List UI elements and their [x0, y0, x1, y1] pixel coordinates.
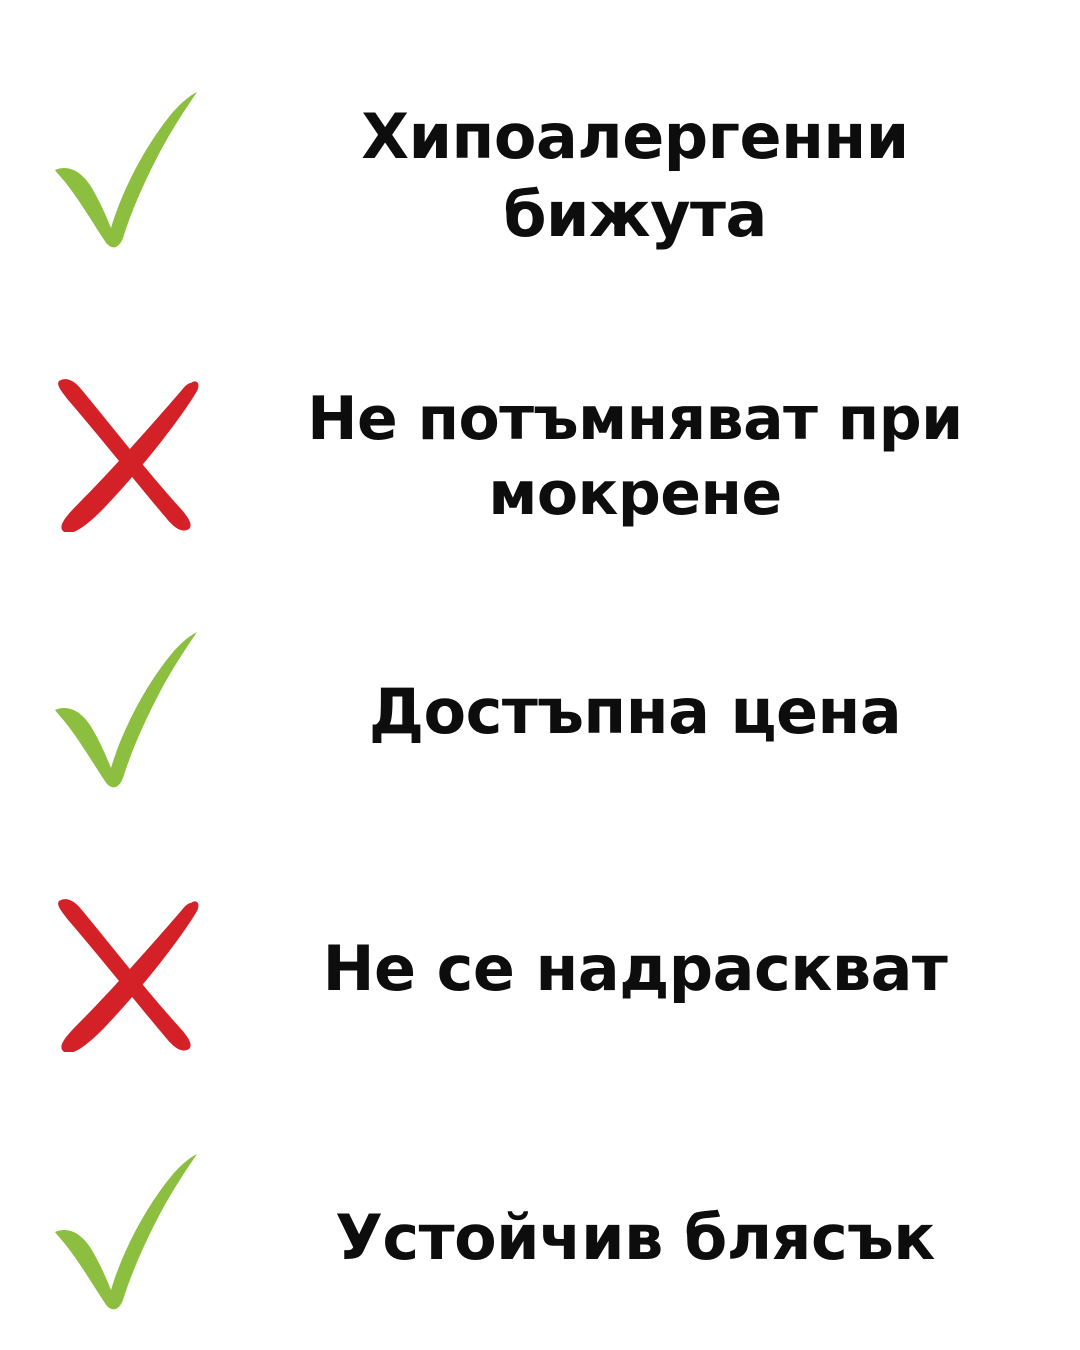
- text-cell: [230, 673, 1080, 751]
- cross-icon: [43, 887, 208, 1052]
- list-item: [0, 331, 1080, 583]
- icon-cell: [0, 887, 230, 1052]
- icon-cell: [0, 78, 230, 258]
- icon-cell: [0, 1140, 230, 1320]
- cross-icon: [43, 367, 208, 532]
- text-cell: [230, 930, 1080, 1008]
- list-item: [0, 583, 1080, 840]
- list-item-label: Не се надраскват: [322, 932, 948, 1006]
- check-icon: [35, 618, 215, 798]
- check-icon: [35, 1140, 215, 1320]
- list-item: [0, 841, 1080, 1098]
- icon-cell: [0, 618, 230, 798]
- text-cell: [230, 98, 1080, 253]
- list-item-label: Хипоалергенни бижута: [361, 100, 909, 251]
- text-cell: [230, 382, 1080, 532]
- icon-cell: [0, 367, 230, 532]
- list-item-label: Не потъмняват при мокрене: [307, 384, 963, 530]
- text-cell: [230, 1199, 1080, 1277]
- list-item-label: Устойчив блясък: [335, 1201, 935, 1275]
- list-item-label: Достъпна цена: [368, 675, 902, 749]
- list-item: [0, 40, 1080, 331]
- check-icon: [35, 78, 215, 258]
- list-item: [0, 1098, 1080, 1350]
